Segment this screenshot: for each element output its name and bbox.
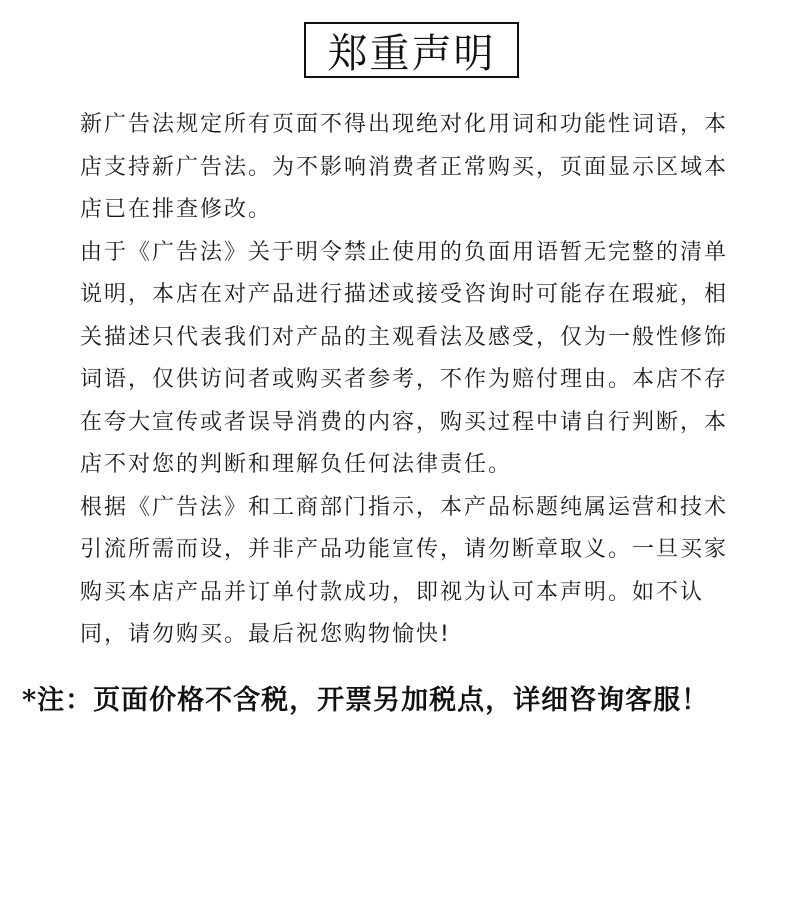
title-box <box>304 22 519 78</box>
tax-note: *注：页面价格不含税，开票另加税点，详细咨询客服！ <box>22 685 710 716</box>
paragraph-2: 由于《广告法》关于明令禁止使用的负面用语暂无完整的清单说明，本店在对产品进行描述或接受咨询时可能存在瑕疵，相关描述只代表我们对产品的主观看法及感受，仅为一般性修饰词语，仅供访问者或购买者参考，不作为赔付理由。本店不存在夸大宣传或者误导消费的内容，购买过程中请自行判断，本店不对您的判断和理解负任何法律责任。 <box>80 239 729 477</box>
paragraph-3: 根据《广告法》和工商部门指示，本产品标题纯属运营和技术引流所需而设，并非产品功能宣传，请勿断章取义。一旦买家购买本店产品并订单付款成功，即视为认可本声明。如不认同，请勿购买。最后祝您购物愉快! <box>80 494 729 647</box>
statement-body <box>80 104 750 657</box>
page-title: 郑重声明 <box>327 30 496 77</box>
paragraph-1: 新广告法规定所有页面不得出现绝对化用词和功能性词语，本店支持新广告法。为不影响消费者正常购买，页面显示区域本店已在排查修改。 <box>80 112 729 222</box>
